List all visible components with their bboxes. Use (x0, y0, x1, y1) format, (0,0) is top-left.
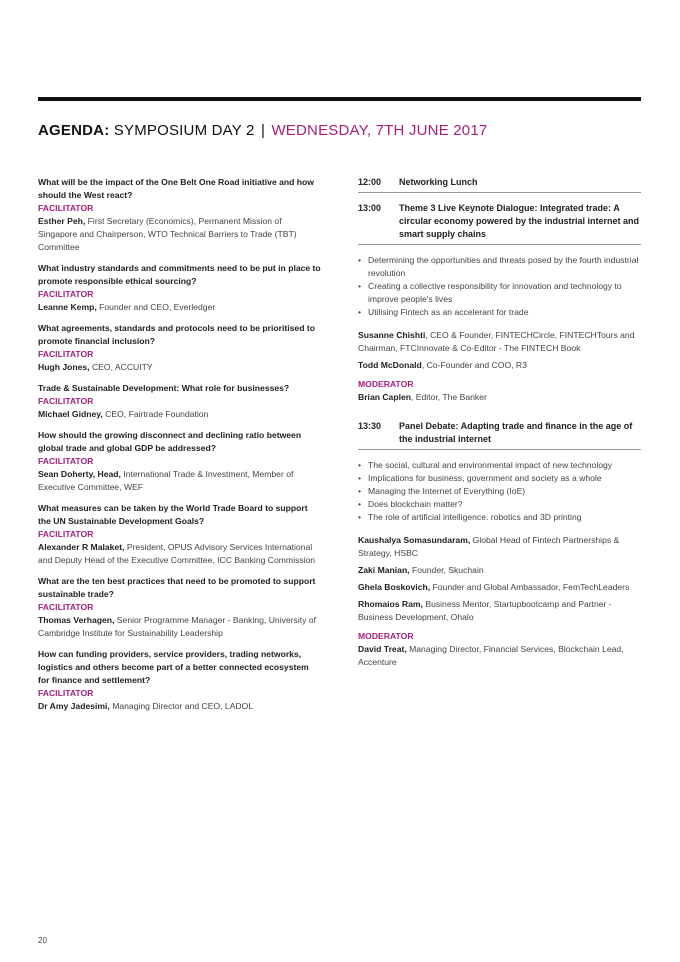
speaker-detail: CEO, ACCUITY (89, 362, 153, 372)
session-title: Theme 3 Live Keynote Dialogue: Integrated trade: A circular economy powered by the industrial internet and smart supply chains (399, 203, 640, 239)
speaker-name: Thomas Verhagen, (38, 615, 115, 625)
facilitator-label: FACILITATOR (38, 456, 94, 466)
moderator-line (358, 643, 641, 669)
session-title: Panel Debate: Adapting trade and finance in the age of the industrial internet (399, 421, 633, 444)
heading-separator: | (260, 122, 266, 139)
speaker-line (38, 301, 322, 314)
question-text: How can funding providers, service providers, trading networks, logistics and others become part of a better connected ecosystem for finance and settlement? (38, 649, 309, 685)
session-time: 13:00 (358, 203, 382, 213)
speaker-detail: CEO, Fairtrade Foundation (102, 409, 209, 419)
speaker-detail: , Editor, The Banker (411, 392, 487, 402)
question-text: What are the ten best practices that need to be promoted to support sustainable trade? (38, 576, 316, 599)
speaker-line (38, 614, 322, 640)
facilitator-label: FACILITATOR (38, 349, 94, 359)
list-item (38, 502, 322, 567)
list-item (38, 429, 322, 494)
speaker-detail: Founder and Global Ambassador, FemTechLeaders (430, 582, 630, 592)
bullet-item: • Utilising Fintech as an accelerant for trade (358, 306, 641, 319)
session-lunch (358, 176, 641, 193)
panel-bullets (358, 459, 641, 524)
bullet-item: • Determining the opportunities and threats posed by the fourth industrial revolution (358, 254, 641, 280)
session-keynote (358, 202, 641, 245)
bullet-item: • The role of artificial intelligence. robotics and 3D printing (358, 511, 641, 524)
speaker-detail: Founder, Skuchain (409, 565, 484, 575)
moderator-line (358, 391, 641, 404)
speaker-line (38, 700, 322, 713)
speaker-name: Kaushalya Somasundaram, (358, 535, 471, 545)
speaker-name: Dr Amy Jadesimi, (38, 701, 110, 711)
speaker-line (358, 564, 641, 577)
speaker-name: Hugh Jones, (38, 362, 90, 372)
speaker-line (358, 581, 641, 594)
speaker-name: Esther Peh, (38, 216, 86, 226)
speaker-name: David Treat, (358, 644, 407, 654)
speaker-name: Alexander R Malaket, (38, 542, 125, 552)
facilitator-label: FACILITATOR (38, 396, 94, 406)
speaker-detail: First Secretary (Economics), Permanent Mission of Singapore and Chairperson, WTO Technical Barriers to Trade (TBT) Committee (38, 216, 297, 252)
facilitator-label: FACILITATOR (38, 602, 94, 612)
bullet-item: • Implications for business, government and society as a whole (358, 472, 641, 485)
question-text: What measures can be taken by the World Trade Board to support the UN Sustainable Development Goals? (38, 503, 308, 526)
speaker-name: Susanne Chishti (358, 330, 426, 340)
speaker-detail: Business Mentor, Startupbootcamp and Partner - Business Development, Ohalo (358, 599, 612, 622)
bullet-item: • Does blockchain matter? (358, 498, 641, 511)
speaker-name: Brian Caplen (358, 392, 412, 402)
heading-agenda: AGENDA: (38, 122, 110, 139)
speaker-detail: International Trade & Investment, Member of Executive Committee, WEF (38, 469, 294, 492)
speaker-line (358, 359, 641, 372)
facilitator-label: FACILITATOR (38, 289, 94, 299)
speaker-line (38, 361, 322, 374)
question-text: What industry standards and commitments need to be put in place to promote responsible ethical sourcing? (38, 263, 321, 286)
question-text: Trade & Sustainable Development: What role for businesses? (38, 383, 290, 393)
heading-date: WEDNESDAY, 7TH JUNE 2017 (271, 122, 488, 139)
moderator-label: MODERATOR (358, 631, 414, 641)
speaker-name: Michael Gidney, (38, 409, 103, 419)
speaker-name: Sean Doherty, Head, (38, 469, 121, 479)
moderator-label: MODERATOR (358, 379, 414, 389)
speaker-line (358, 534, 641, 560)
speaker-line (38, 541, 322, 567)
speaker-line (38, 468, 322, 494)
bullet-item: • The social, cultural and environmental impact of new technology (358, 459, 641, 472)
list-item (38, 322, 322, 374)
speaker-line (358, 598, 641, 624)
keynote-bullets (358, 254, 641, 319)
speaker-name: Todd McDonald (358, 360, 422, 370)
list-item (38, 648, 322, 713)
speaker-detail: Founder and CEO, Everledger (96, 302, 216, 312)
heading-symposium: SYMPOSIUM DAY 2 (113, 122, 255, 139)
facilitator-label: FACILITATOR (38, 203, 94, 213)
speaker-detail: Managing Director and CEO, LADOL (109, 701, 254, 711)
speaker-detail: Global Head of Fintech Partnerships & Strategy, HSBC (358, 535, 620, 558)
list-item (38, 262, 322, 314)
question-text: What will be the impact of the One Belt One Road initiative and how should the West react? (38, 177, 314, 200)
speaker-name: Leanne Kemp, (38, 302, 97, 312)
bullet-item: • Creating a collective responsibility for innovation and technology to improve people's lives (358, 280, 641, 306)
list-item (38, 176, 322, 254)
session-title: Networking Lunch (399, 177, 478, 187)
session-time: 12:00 (358, 177, 382, 187)
speaker-name: Rhomaios Ram, (358, 599, 423, 609)
right-column (358, 176, 641, 673)
page-heading (38, 122, 487, 139)
speaker-detail: President, OPUS Advisory Services International and Deputy Head of the Executive Committee, ICC Banking Commission (38, 542, 316, 565)
speaker-line (38, 215, 322, 254)
left-column (38, 176, 322, 721)
facilitator-label: FACILITATOR (38, 688, 94, 698)
top-rule (38, 97, 641, 101)
speaker-name: Ghela Boskovich, (358, 582, 431, 592)
speaker-detail: Managing Director, Financial Services, Blockchain Lead, Accenture (358, 644, 624, 667)
speaker-line (358, 329, 641, 355)
speaker-line (38, 408, 322, 421)
question-text: What agreements, standards and protocols need to be prioritised to promote financial inclusion? (38, 323, 315, 346)
speaker-name: Zaki Manian, (358, 565, 410, 575)
session-panel (358, 420, 641, 450)
speaker-detail: , CEO & Founder, FINTECHCircle, FINTECHTours and Chairman, FTCInnovate & Co-Editor - The FINTECH Book (358, 330, 635, 353)
bullet-item: • Managing the Internet of Everything (IoE) (358, 485, 641, 498)
speaker-detail: Senior Programme Manager - Banking, University of Cambridge Institute for Sustainability Leadership (38, 615, 316, 638)
list-item (38, 575, 322, 640)
page-number: 20 (38, 936, 47, 945)
facilitator-label: FACILITATOR (38, 529, 94, 539)
session-time: 13:30 (358, 421, 382, 431)
question-text: How should the growing disconnect and declining ratio between global trade and global GDP be addressed? (38, 430, 302, 453)
speaker-detail: , Co-Founder and COO, R3 (421, 360, 527, 370)
list-item (38, 382, 322, 421)
